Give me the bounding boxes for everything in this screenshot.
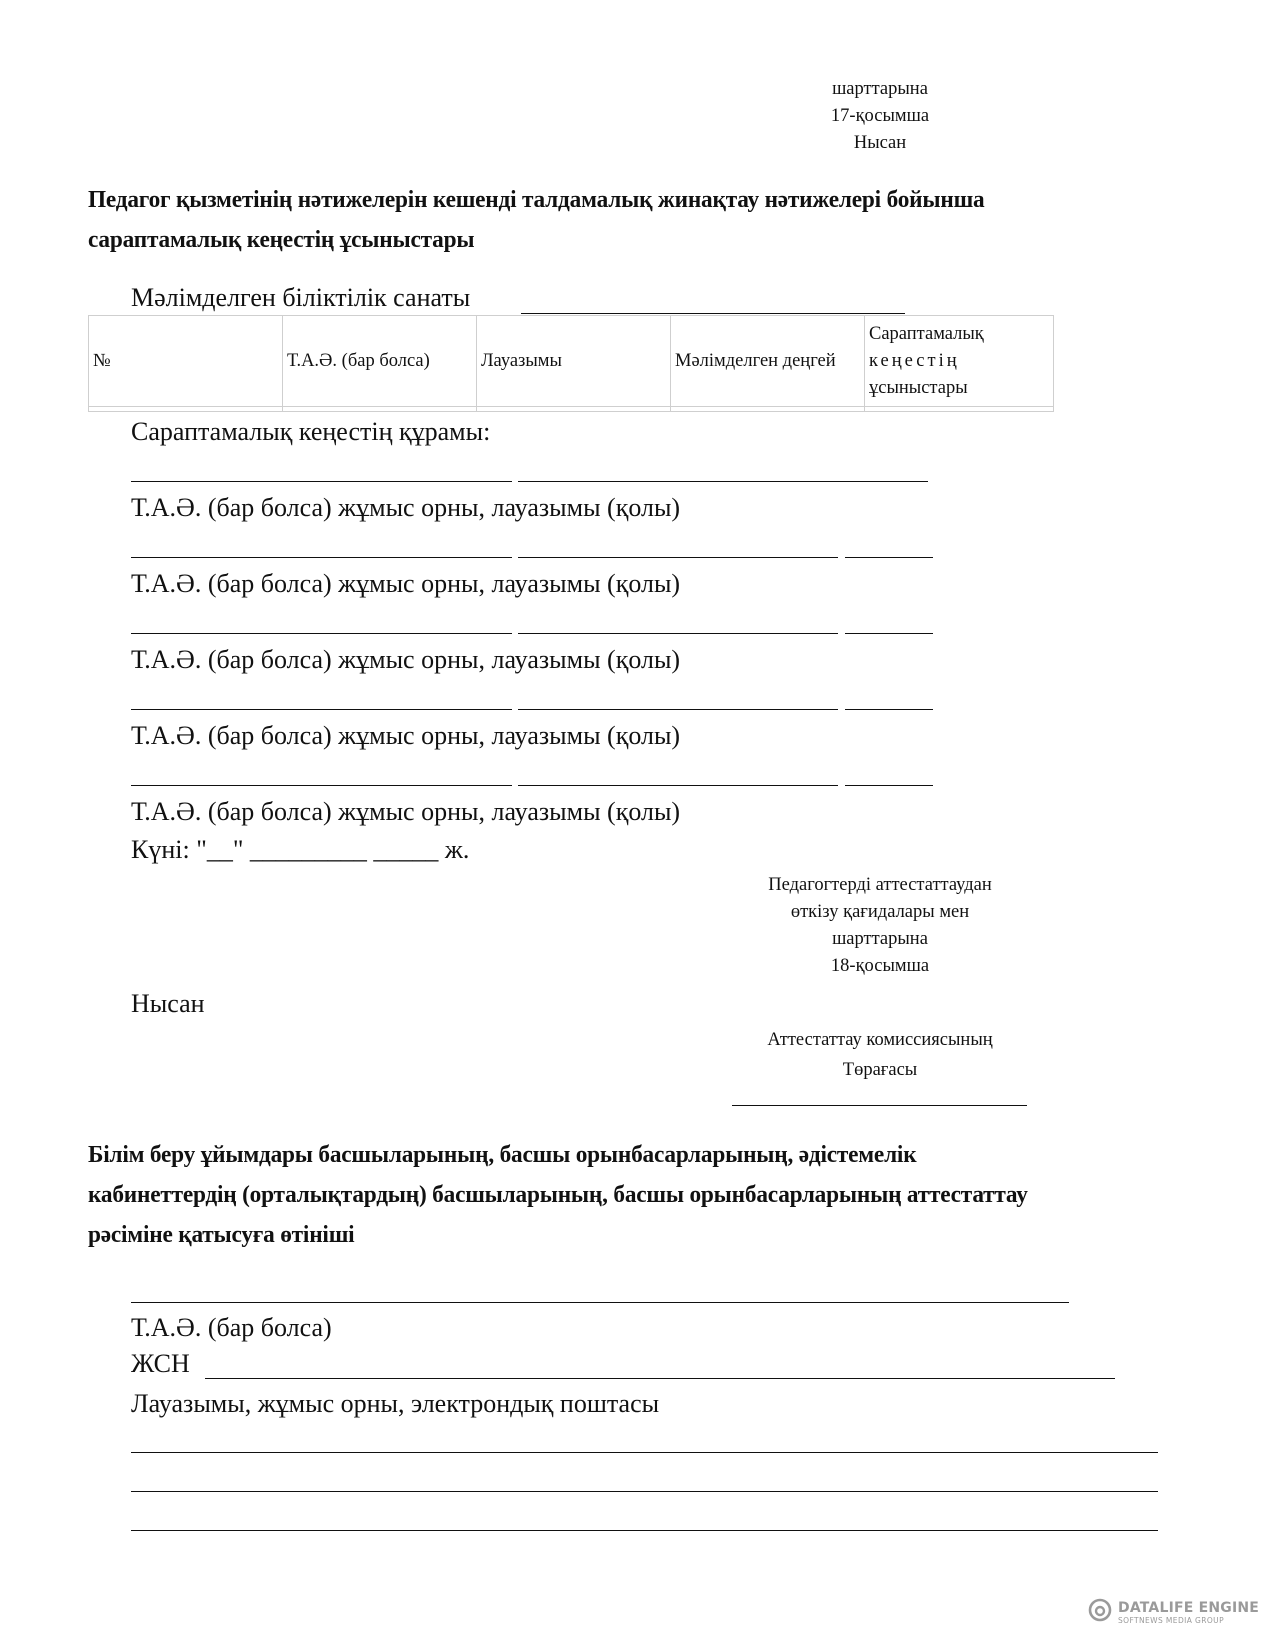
member-name-field[interactable] <box>131 785 512 786</box>
member-workplace-field[interactable] <box>518 633 838 634</box>
position-workplace-email-caption: Лауазымы, жұмыс орны, электрондық поштасы <box>131 1389 660 1418</box>
column-header-position: Лауазымы <box>477 316 671 407</box>
table-cell[interactable] <box>89 407 283 412</box>
datalife-logo-icon <box>1088 1598 1112 1627</box>
member-name-field[interactable] <box>131 709 512 710</box>
table-cell[interactable] <box>477 407 671 412</box>
table-row <box>89 407 1054 412</box>
header-line: шарттарына <box>832 929 928 949</box>
position-field[interactable] <box>131 1452 1158 1453</box>
form17-title <box>88 180 984 260</box>
watermark-text <box>1118 1601 1259 1625</box>
applicant-fio-caption: Т.А.Ә. (бар болса) <box>131 1313 332 1342</box>
member-name-field[interactable] <box>131 481 512 482</box>
chairman-name-field[interactable] <box>732 1105 1027 1106</box>
member-name-field[interactable] <box>131 557 512 558</box>
date-line[interactable]: Күні: "__" _________ _____ ж. <box>131 835 470 864</box>
appendix-number: 18-қосымша <box>830 956 930 976</box>
member-caption: Т.А.Ә. (бар болса) жұмыс орны, лауазымы (қолы) <box>131 493 681 522</box>
table-cell[interactable] <box>865 407 1054 412</box>
form17-title-line: сараптамалық кеңестің ұсыныстары <box>88 227 475 253</box>
appendix-17-header <box>700 76 1060 157</box>
email-field[interactable] <box>131 1530 1158 1531</box>
column-header-number: № <box>89 316 283 407</box>
member-caption: Т.А.Ә. (бар болса) жұмыс орны, лауазымы (қолы) <box>131 797 681 826</box>
council-composition-label: Сараптамалық кеңестің құрамы: <box>131 417 491 446</box>
addressee-title: Төрағасы <box>842 1060 918 1080</box>
form18-title <box>88 1135 1028 1255</box>
appendix-18-header <box>700 872 1060 980</box>
header-text-line: ұсыныстары <box>869 377 968 398</box>
addressee-line: Аттестаттау комиссиясының <box>767 1030 993 1050</box>
recommendations-table <box>88 315 1054 412</box>
form17-title-line: Педагог қызметінің нәтижелерін кешенді талдамалық жинақтау нәтижелері бойынша <box>88 187 985 213</box>
declared-category-label: Мәлімделген біліктілік санаты <box>131 283 471 312</box>
form-label: Нысан <box>131 989 205 1018</box>
member-signature-field[interactable] <box>845 633 933 634</box>
form18-title-line: Білім беру ұйымдары басшыларының, басшы орынбасарларының, әдістемелік <box>88 1142 917 1168</box>
table-cell[interactable] <box>283 407 477 412</box>
form-label: Нысан <box>853 133 907 153</box>
header-line: Педагогтерді аттестаттаудан <box>768 875 992 895</box>
member-workplace-field[interactable] <box>518 557 838 558</box>
addressee-block <box>700 1025 1060 1085</box>
column-header-fio: Т.А.Ә. (бар болса) <box>283 316 477 407</box>
header-text-line: Сараптамалық <box>869 323 984 344</box>
watermark <box>1088 1598 1259 1627</box>
header-text-line: кеңестің <box>869 350 960 371</box>
member-signature-field[interactable] <box>845 709 933 710</box>
member-name-field[interactable] <box>131 633 512 634</box>
member-workplace-field[interactable] <box>518 785 838 786</box>
member-signature-field[interactable] <box>845 557 933 558</box>
declared-category-field[interactable] <box>521 313 905 314</box>
watermark-subtitle: SOFTNEWS MEDIA GROUP <box>1118 1615 1224 1625</box>
appendix-number: 17-қосымша <box>830 106 930 126</box>
member-caption: Т.А.Ә. (бар болса) жұмыс орны, лауазымы (қолы) <box>131 721 681 750</box>
workplace-field[interactable] <box>131 1491 1158 1492</box>
table-cell[interactable] <box>671 407 865 412</box>
applicant-fio-field[interactable] <box>131 1302 1069 1303</box>
header-line: өткізу қағидалары мен <box>790 902 970 922</box>
column-header-council-recommendations <box>865 316 1054 407</box>
iin-label: ЖСН <box>131 1349 190 1378</box>
iin-field[interactable] <box>205 1378 1115 1379</box>
column-header-declared-level: Мәлімделген деңгей <box>671 316 865 407</box>
member-workplace-field[interactable] <box>518 481 928 482</box>
member-signature-field[interactable] <box>845 785 933 786</box>
member-workplace-field[interactable] <box>518 709 838 710</box>
watermark-title: DATALIFE ENGINE <box>1118 1599 1260 1616</box>
member-caption: Т.А.Ә. (бар болса) жұмыс орны, лауазымы (қолы) <box>131 569 681 598</box>
member-caption: Т.А.Ә. (бар болса) жұмыс орны, лауазымы (қолы) <box>131 645 681 674</box>
form18-title-line: рәсіміне қатысуға өтініші <box>88 1222 355 1248</box>
form18-title-line: кабинеттердің (орталықтардың) басшыларының, басшы орынбасарларының аттестаттау <box>88 1182 1028 1208</box>
table-header-row <box>89 316 1054 407</box>
header-line: шарттарына <box>832 79 928 99</box>
